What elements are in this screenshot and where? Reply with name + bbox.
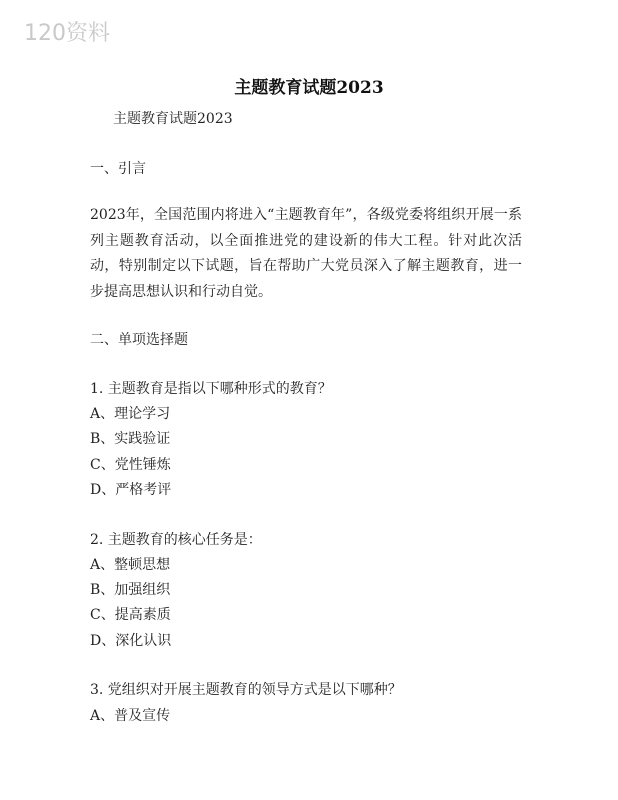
question-2-option-b: B、加强组织	[90, 582, 171, 598]
watermark-logo: 120资料	[24, 21, 110, 46]
intro-paragraph: 2023年，全国范围内将进入“主题教育年”，各级党委将组织开展一系列主题教育活动，以全面推进党的建设新的伟大工程。针对此次活动，特别制定以下试题，旨在帮助广大党员深入了解主题教育，进一步提高思想认识和行动自觉。	[90, 207, 522, 300]
question-3: 3. 党组织对开展主题教育的领导方式是以下哪种？	[90, 682, 402, 698]
question-1-option-d: D、严格考评	[90, 482, 172, 498]
question-1: 1. 主题教育是指以下哪种形式的教育？	[90, 381, 332, 397]
question-2-option-a: A、整顿思想	[90, 557, 171, 573]
question-2: 2. 主题教育的核心任务是：	[90, 532, 262, 548]
question-3-option-a: A、普及宣传	[90, 708, 171, 724]
intro-heading: 一、引言	[90, 161, 146, 177]
document-subtitle: 主题教育试题2023	[113, 111, 233, 127]
question-2-option-d: D、深化认识	[90, 633, 172, 649]
document-title: 主题教育试题2023	[234, 78, 384, 98]
choice-section-heading: 二、单项选择题	[90, 332, 188, 348]
question-1-option-a: A、理论学习	[90, 406, 171, 422]
question-1-option-c: C、党性锤炼	[90, 457, 171, 473]
question-1-option-b: B、实践验证	[90, 431, 171, 447]
question-2-option-c: C、提高素质	[90, 607, 171, 623]
